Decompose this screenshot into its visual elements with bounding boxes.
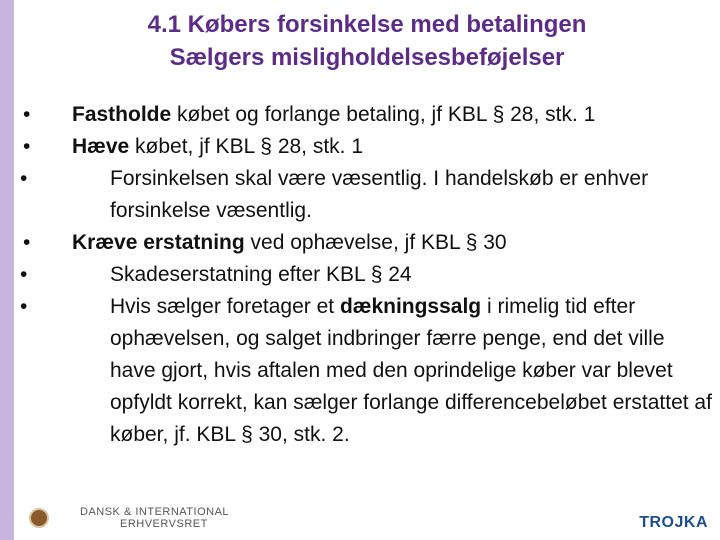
sub-bullet-skadeserstatning bbox=[40, 259, 712, 291]
bullet-bold-term: dækningssalg bbox=[339, 295, 482, 318]
bullet-bold-term: Hæve bbox=[72, 135, 130, 158]
sub-bullet-daekningssalg bbox=[40, 291, 712, 451]
bullet-list bbox=[40, 99, 712, 451]
bullet-text: Skadeserstatning efter KBL § 24 bbox=[110, 263, 412, 286]
bullet-text: købet, jf KBL § 28, stk. 1 bbox=[129, 135, 364, 158]
bullet-text: Forsinkelsen skal være væsentlig. I handelskøb er enhver forsinkelse væsentlig. bbox=[110, 167, 649, 222]
bullet-haeve bbox=[40, 131, 712, 163]
seal-icon bbox=[29, 508, 49, 528]
brand-logo: TROJKA bbox=[639, 514, 708, 531]
bullet-text: i rimelig tid efter ophævelsen, og salget indbringer færre penge, end det ville have gjort, hvis aftalen med den oprindelige køber var blevet opfyldt korrekt, kan sælger forlange differencebeløbet erstattet af køber, jf. KBL § 30, stk. 2. bbox=[110, 295, 712, 446]
slide-title bbox=[14, 8, 720, 74]
title-line-1: 4.1 Købers forsinkelse med betalingen bbox=[147, 11, 587, 38]
ministry-logo bbox=[80, 506, 229, 530]
bullet-text-pre: Hvis sælger foretager et bbox=[110, 295, 340, 318]
sub-bullet-forsinkelse bbox=[40, 163, 712, 227]
left-accent-band bbox=[0, 0, 14, 540]
title-line-2: Sælgers misligholdelsesbeføjelser bbox=[169, 44, 565, 71]
bullet-kraeve-erstatning bbox=[40, 227, 712, 259]
bullet-bold-term: Kræve erstatning bbox=[72, 231, 245, 254]
slide-footer bbox=[0, 506, 720, 540]
ministry-line-1: DANSK & INTERNATIONAL bbox=[80, 506, 230, 518]
bullet-text: ved ophævelse, jf KBL § 30 bbox=[244, 231, 507, 254]
ministry-line-2: ERHVERVSRET bbox=[120, 518, 208, 530]
bullet-bold-term: Fastholde bbox=[72, 103, 172, 126]
bullet-text: købet og forlange betaling, jf KBL § 28, stk. 1 bbox=[171, 103, 596, 126]
bullet-fastholde bbox=[40, 99, 712, 131]
